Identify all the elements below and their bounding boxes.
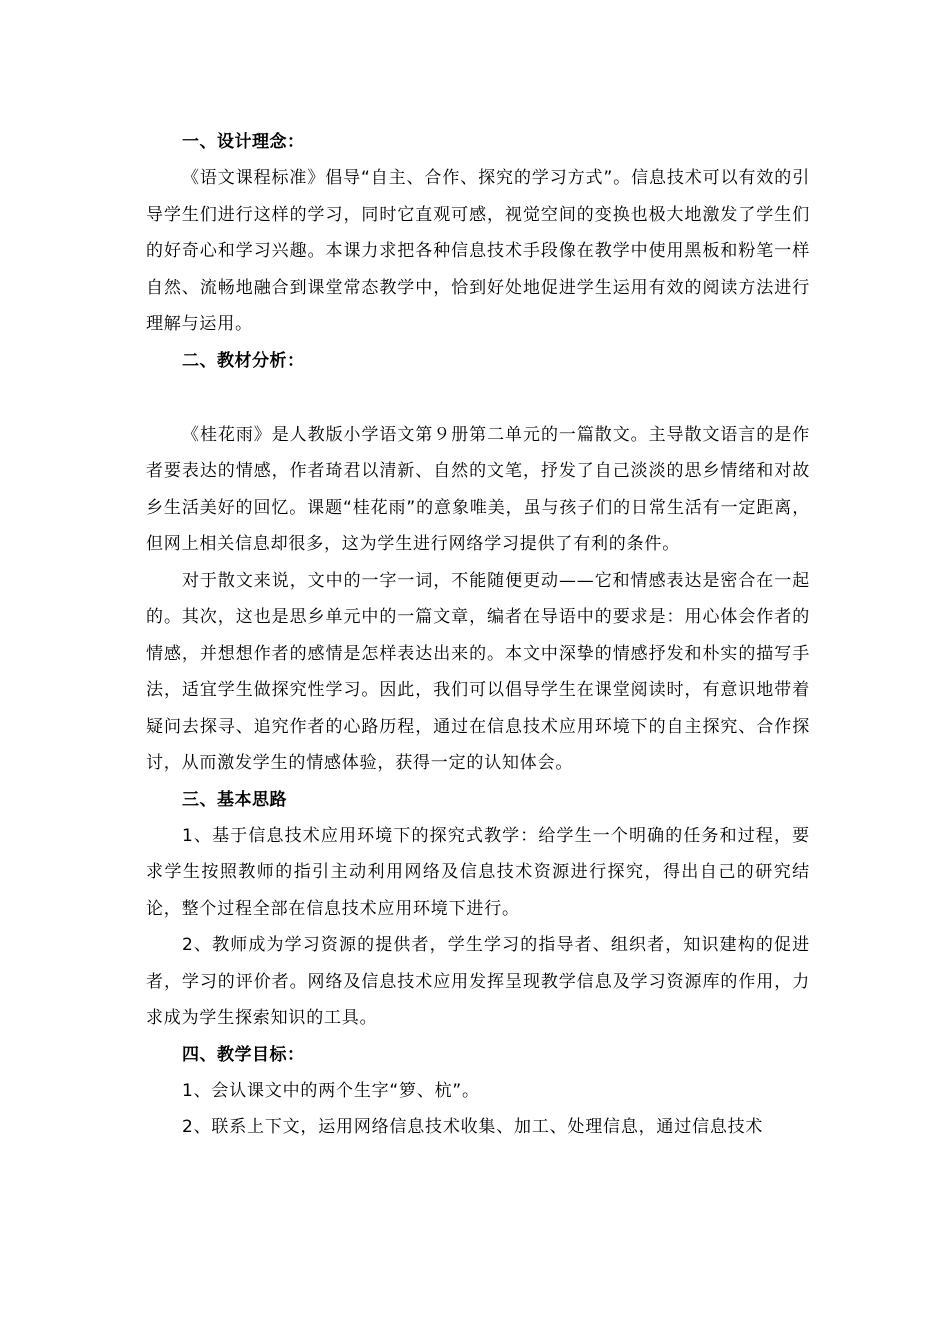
section-heading-textbook-analysis: 二、教材分析：: [182, 350, 305, 371]
paragraph-textbook-analysis-2: 对于散文来说，文中的一字一词，不能随便更动——它和情感表达是密合在一起的。其次，这也是思乡单元中的一篇文章，编者在导语中的要求是：用心体会作者的情感，并想想作者的感情是怎样表达出来的。本文中深挚的情感抒发和朴实的描写手法，适宜学生做探究性学习。因此，我们可以倡导学生在课堂阅读时，有意识地带着疑问去探寻、追究作者的心路历程，通过在信息技术应用环境下的自主探究、合作探讨，从而激发学生的情感体验，获得一定的认知体会。: [146, 570, 810, 773]
section-heading-basic-approach: 三、基本思路: [182, 789, 287, 810]
document-body: [146, 124, 810, 1146]
paragraph-basic-approach-1: 1、基于信息技术应用环境下的探究式教学：给学生一个明确的任务和过程，要求学生按照教师的指引主动利用网络及信息技术资源进行探究，得出自己的研究结论，整个过程全部在信息技术应用环境下进行。: [146, 825, 810, 919]
paragraph-textbook-analysis-1: 《桂花雨》是人教版小学语文第９册第二单元的一篇散文。主导散文语言的是作者要表达的情感，作者琦君以清新、自然的文笔，抒发了自己淡淡的思乡情绪和对故乡生活美好的回忆。课题“桂花雨”的意象唯美，虽与孩子们的日常生活有一定距离，但网上相关信息却很多，这为学生进行网络学习提供了有利的条件。: [146, 424, 810, 554]
paragraph-teaching-goal-1: 1、会认课文中的两个生字“箩、杭”。: [182, 1080, 480, 1101]
paragraph-design-concept: 《语文课程标准》倡导“自主、合作、探究的学习方式”。信息技术可以有效的引导学生们进行这样的学习，同时它直观可感，视觉空间的变换也极大地激发了学生们的好奇心和学习兴趣。本课力求把各种信息技术手段像在教学中使用黑板和粉笔一样自然、流畅地融合到课堂常态教学中，恰到好处地促进学生运用有效的阅读方法进行理解与运用。: [146, 168, 810, 334]
blank-line: [146, 379, 810, 417]
paragraph-basic-approach-2: 2、教师成为学习资源的提供者，学生学习的指导者、组织者，知识建构的促进者，学习的评价者。网络及信息技术应用发挥呈现教学信息及学习资源库的作用，力求成为学生探索知识的工具。: [146, 935, 810, 1028]
section-heading-teaching-goals: 四、教学目标：: [182, 1044, 305, 1065]
paragraph-teaching-goal-2: 2、联系上下文，运用网络信息技术收集、加工、处理信息，通过信息技术: [182, 1117, 764, 1137]
section-heading-design-concept: 一、设计理念：: [182, 132, 305, 152]
